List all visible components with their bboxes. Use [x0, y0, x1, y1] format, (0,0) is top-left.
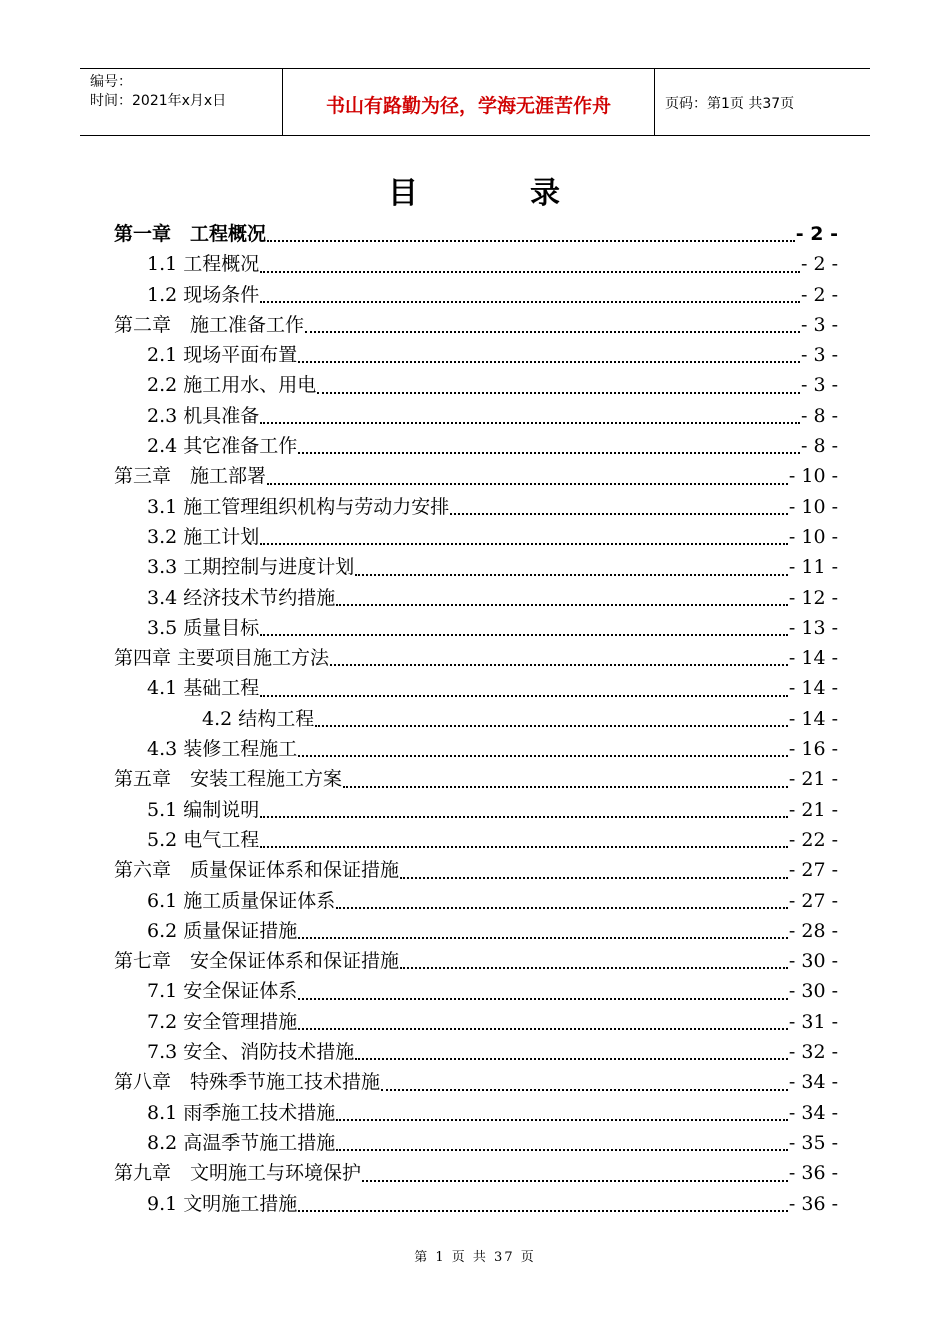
toc-leader-dots — [381, 1089, 788, 1091]
toc-entry[interactable] — [114, 583, 838, 613]
toc-entry-page: - 36 - — [788, 1192, 838, 1215]
toc-leader-dots — [330, 664, 788, 666]
toc-entry[interactable] — [114, 552, 838, 582]
toc-leader-dots — [343, 786, 788, 788]
toc-entry-label: 3.3 工期控制与进度计划 — [147, 556, 355, 579]
toc-leader-dots — [400, 967, 788, 969]
toc-entry-label: 8.2 高温季节施工措施 — [147, 1131, 336, 1154]
toc-entry-page: - 3 - — [800, 374, 838, 397]
toc-entry[interactable] — [114, 916, 838, 946]
toc-leader-dots — [260, 271, 800, 273]
toc-leader-dots — [298, 452, 800, 454]
toc-entry-page: - 10 - — [788, 495, 838, 518]
page-footer: 第 1 页 共 37 页 — [414, 1250, 536, 1265]
toc-entry-page: - 2 - — [800, 253, 838, 276]
toc-entry[interactable] — [114, 280, 838, 310]
toc-entry-label: 4.3 装修工程施工 — [147, 738, 298, 761]
toc-leader-dots — [260, 816, 788, 818]
toc-entry-label: 8.1 雨季施工技术措施 — [147, 1101, 336, 1124]
toc-entry-label: 7.2 安全管理措施 — [147, 1010, 298, 1033]
toc-entry[interactable] — [114, 643, 838, 673]
toc-entry[interactable] — [114, 1037, 838, 1067]
table-of-contents — [114, 219, 838, 1219]
toc-entry-page: - 21 - — [788, 798, 838, 821]
toc-entry-label: 9.1 文明施工措施 — [147, 1192, 298, 1215]
toc-entry-label: 1.2 现场条件 — [147, 283, 260, 306]
toc-entry[interactable] — [114, 492, 838, 522]
toc-entry-label: 2.2 施工用水、用电 — [147, 374, 317, 397]
toc-entry-page: - 31 - — [788, 1010, 838, 1033]
toc-entry-label: 第五章 安装工程施工方案 — [114, 768, 343, 791]
title-left: 目 — [388, 176, 420, 211]
toc-entry-page: - 14 - — [788, 677, 838, 700]
time-label: 时间：2021年x月x日 — [90, 93, 227, 109]
toc-leader-dots — [298, 755, 788, 757]
toc-entry[interactable] — [114, 734, 838, 764]
toc-entry-label: 7.3 安全、消防技术措施 — [147, 1041, 355, 1064]
toc-entry-page: - 36 - — [788, 1162, 838, 1185]
toc-entry[interactable] — [114, 1007, 838, 1037]
toc-entry-page: - 10 - — [788, 465, 838, 488]
toc-entry-label: 2.3 机具准备 — [147, 404, 260, 427]
toc-entry[interactable] — [114, 340, 838, 370]
toc-leader-dots — [336, 604, 788, 606]
toc-entry-page: - 11 - — [788, 556, 838, 579]
toc-entry[interactable] — [114, 522, 838, 552]
toc-entry-page: - 8 - — [800, 435, 838, 458]
toc-entry-label: 第七章 安全保证体系和保证措施 — [114, 950, 400, 973]
page-header — [80, 68, 870, 136]
toc-leader-dots — [317, 392, 800, 394]
toc-leader-dots — [267, 240, 795, 242]
toc-entry-page: - 3 - — [800, 344, 838, 367]
toc-entry[interactable] — [114, 886, 838, 916]
toc-leader-dots — [260, 543, 788, 545]
toc-entry[interactable] — [114, 976, 838, 1006]
toc-entry[interactable] — [114, 1158, 838, 1188]
header-meta — [80, 69, 283, 135]
toc-leader-dots — [260, 846, 788, 848]
toc-entry[interactable] — [114, 825, 838, 855]
toc-entry[interactable] — [114, 764, 838, 794]
toc-entry-label: 第三章 施工部署 — [114, 465, 267, 488]
toc-entry-page: - 27 - — [788, 859, 838, 882]
page-title — [0, 168, 950, 212]
toc-entry-label: 4.1 基础工程 — [147, 677, 260, 700]
toc-leader-dots — [267, 483, 788, 485]
toc-leader-dots — [355, 574, 788, 576]
toc-entry-page: - 35 - — [788, 1131, 838, 1154]
toc-leader-dots — [298, 1210, 788, 1212]
toc-entry-page: - 34 - — [788, 1101, 838, 1124]
toc-entry-label: 第八章 特殊季节施工技术措施 — [114, 1071, 381, 1094]
toc-entry-page: - 10 - — [788, 525, 838, 548]
toc-leader-dots — [260, 695, 788, 697]
toc-leader-dots — [450, 513, 788, 515]
toc-leader-dots — [336, 1149, 788, 1151]
toc-entry-label: 3.1 施工管理组织机构与劳动力安排 — [147, 495, 450, 518]
toc-entry-page: - 12 - — [788, 586, 838, 609]
toc-leader-dots — [298, 361, 800, 363]
toc-leader-dots — [355, 1058, 788, 1060]
toc-entry-page: - 22 - — [788, 828, 838, 851]
toc-entry-label: 第九章 文明施工与环境保护 — [114, 1162, 362, 1185]
toc-entry-label: 5.2 电气工程 — [147, 828, 260, 851]
toc-entry-label: 3.5 质量目标 — [147, 616, 260, 639]
toc-entry[interactable] — [114, 461, 838, 491]
toc-leader-dots — [260, 634, 788, 636]
toc-entry[interactable] — [114, 946, 838, 976]
toc-entry[interactable] — [114, 673, 838, 703]
toc-entry[interactable] — [114, 1067, 838, 1097]
toc-leader-dots — [400, 877, 788, 879]
toc-leader-dots — [362, 1180, 788, 1182]
toc-leader-dots — [315, 725, 788, 727]
toc-entry-page: - 27 - — [788, 889, 838, 912]
toc-leader-dots — [336, 907, 788, 909]
header-motto: 书山有路勤为径，学海无涯苦作舟 — [283, 69, 655, 135]
toc-entry-page: - 8 - — [800, 404, 838, 427]
toc-entry[interactable] — [114, 431, 838, 461]
toc-entry-label: 第二章 施工准备工作 — [114, 313, 305, 336]
toc-leader-dots — [305, 331, 800, 333]
toc-entry-label: 3.4 经济技术节约措施 — [147, 586, 336, 609]
toc-leader-dots — [298, 937, 788, 939]
toc-leader-dots — [298, 998, 788, 1000]
toc-entry-label: 2.4 其它准备工作 — [147, 435, 298, 458]
number-label: 编号： — [90, 74, 132, 90]
toc-leader-dots — [336, 1119, 788, 1121]
toc-entry[interactable] — [114, 795, 838, 825]
title-right: 录 — [530, 176, 562, 211]
toc-entry-label: 第四章 主要项目施工方法 — [114, 647, 330, 670]
toc-entry[interactable] — [114, 370, 838, 400]
toc-entry[interactable] — [114, 219, 838, 249]
toc-leader-dots — [298, 1028, 788, 1030]
toc-entry-page: - 32 - — [788, 1041, 838, 1064]
toc-entry-page: - 14 - — [788, 707, 838, 730]
toc-entry[interactable] — [114, 401, 838, 431]
toc-entry-label: 第六章 质量保证体系和保证措施 — [114, 859, 400, 882]
toc-entry-label: 5.1 编制说明 — [147, 798, 260, 821]
toc-entry-page: - 16 - — [788, 738, 838, 761]
toc-entry-label: 4.2 结构工程 — [202, 707, 315, 730]
toc-entry-page: - 14 - — [788, 647, 838, 670]
toc-entry-label: 3.2 施工计划 — [147, 525, 260, 548]
toc-leader-dots — [260, 301, 800, 303]
toc-entry-page: - 30 - — [788, 950, 838, 973]
toc-entry-page: - 2 - — [800, 283, 838, 306]
toc-entry-page: - 13 - — [788, 616, 838, 639]
toc-entry[interactable] — [114, 855, 838, 885]
toc-entry-label: 6.2 质量保证措施 — [147, 919, 298, 942]
toc-entry-page: - 34 - — [788, 1071, 838, 1094]
toc-entry[interactable] — [114, 1189, 838, 1219]
toc-entry-label: 1.1 工程概况 — [147, 253, 260, 276]
toc-entry[interactable] — [114, 613, 838, 643]
toc-entry[interactable] — [114, 1128, 838, 1158]
toc-leader-dots — [260, 422, 800, 424]
toc-entry-page: - 21 - — [788, 768, 838, 791]
toc-entry-label: 第一章 工程概况 — [114, 223, 267, 245]
toc-entry[interactable] — [114, 704, 838, 734]
toc-entry-label: 2.1 现场平面布置 — [147, 344, 298, 367]
toc-entry-page: - 30 - — [788, 980, 838, 1003]
header-page-info: 页码：第1页 共37页 — [665, 96, 795, 112]
toc-entry-page: - 3 - — [800, 313, 838, 336]
toc-entry-page: - 28 - — [788, 919, 838, 942]
toc-entry-label: 6.1 施工质量保证体系 — [147, 889, 336, 912]
toc-entry-label: 7.1 安全保证体系 — [147, 980, 298, 1003]
toc-entry-page: - 2 - — [795, 223, 838, 245]
toc-entry[interactable] — [114, 310, 838, 340]
toc-entry[interactable] — [114, 249, 838, 279]
toc-entry[interactable] — [114, 1098, 838, 1128]
